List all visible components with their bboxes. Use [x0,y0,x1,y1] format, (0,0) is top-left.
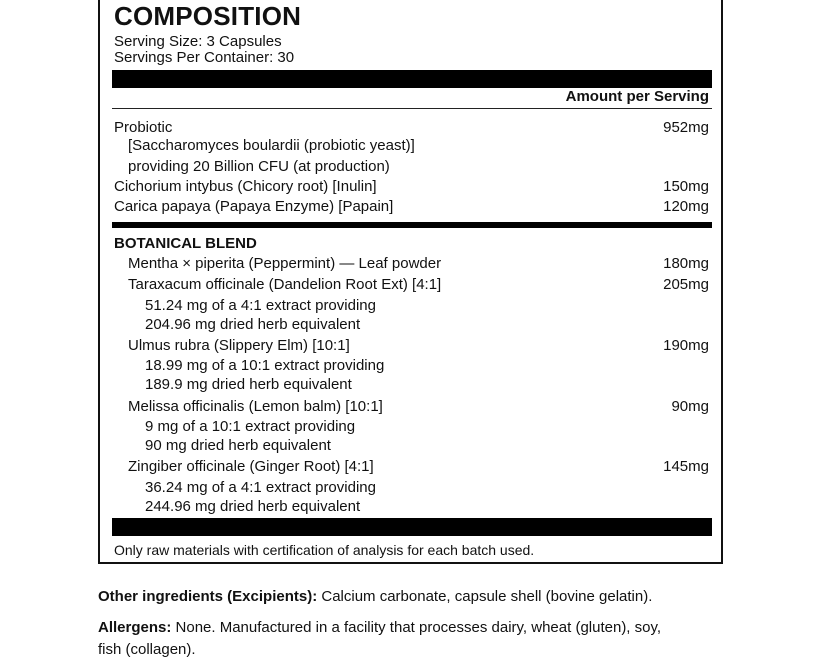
serving-size: Serving Size: 3 Capsules [114,33,282,50]
papaya-label: Carica papaya (Papaya Enzyme) [Papain] [114,198,394,215]
other-ingredients [98,586,798,608]
melissa-label: Melissa officinalis (Lemon balm) [10:1] [128,398,383,415]
ginger-detail-2: 244.96 mg dried herb equivalent [145,498,361,515]
header-divider-bar [112,70,712,88]
dandelion-label: Taraxacum officinale (Dandelion Root Ext) [4:1] [128,276,442,293]
dandelion-detail-1: 51.24 mg of a 4:1 extract providing [145,297,376,314]
dandelion-amount: 205mg [663,276,709,293]
footer-divider-bar [112,518,712,536]
header-rule [112,108,712,109]
other-ingredients-text: Calcium carbonate, capsule shell (bovine gelatin). [317,588,653,605]
peppermint-amount: 180mg [663,255,709,272]
allergens-label: Allergens: [98,619,172,636]
chicory-amount: 150mg [663,178,709,195]
amount-per-serving-header: Amount per Serving [565,88,709,105]
ginger-label: Zingiber officinale (Ginger Root) [4:1] [128,458,374,475]
chicory-label: Cichorium intybus (Chicory root) [Inulin] [114,178,377,195]
section-divider-bar [112,222,712,228]
ginger-amount: 145mg [663,458,709,475]
melissa-amount: 90mg [671,398,709,415]
probiotic-label: Probiotic [114,119,173,136]
melissa-detail-1: 9 mg of a 10:1 extract providing [145,418,356,435]
probiotic-detail-1: [Saccharomyces boulardii (probiotic yeast)] [128,137,415,154]
elm-detail-2: 189.9 mg dried herb equivalent [145,376,352,393]
servings-per-container: Servings Per Container: 30 [114,49,295,66]
dandelion-detail-2: 204.96 mg dried herb equivalent [145,316,361,333]
certification-note: Only raw materials with certification of analysis for each batch used. [114,542,535,558]
composition-panel [98,0,723,564]
composition-title: COMPOSITION [114,1,302,31]
elm-label: Ulmus rubra (Slippery Elm) [10:1] [128,337,350,354]
allergens [98,617,688,661]
papaya-amount: 120mg [663,198,709,215]
elm-detail-1: 18.99 mg of a 10:1 extract providing [145,357,385,374]
allergens-text: None. Manufactured in a facility that processes dairy, wheat (gluten), soy, fish (collagen). [98,619,662,658]
probiotic-detail-2: providing 20 Billion CFU (at production) [128,158,390,175]
peppermint-label: Mentha × piperita (Peppermint) — Leaf powder [128,255,442,272]
botanical-blend-title: BOTANICAL BLEND [114,235,257,252]
melissa-detail-2: 90 mg dried herb equivalent [145,437,331,454]
ginger-detail-1: 36.24 mg of a 4:1 extract providing [145,479,376,496]
elm-amount: 190mg [663,337,709,354]
probiotic-amount: 952mg [663,119,709,136]
other-ingredients-label: Other ingredients (Excipients): [98,588,318,605]
